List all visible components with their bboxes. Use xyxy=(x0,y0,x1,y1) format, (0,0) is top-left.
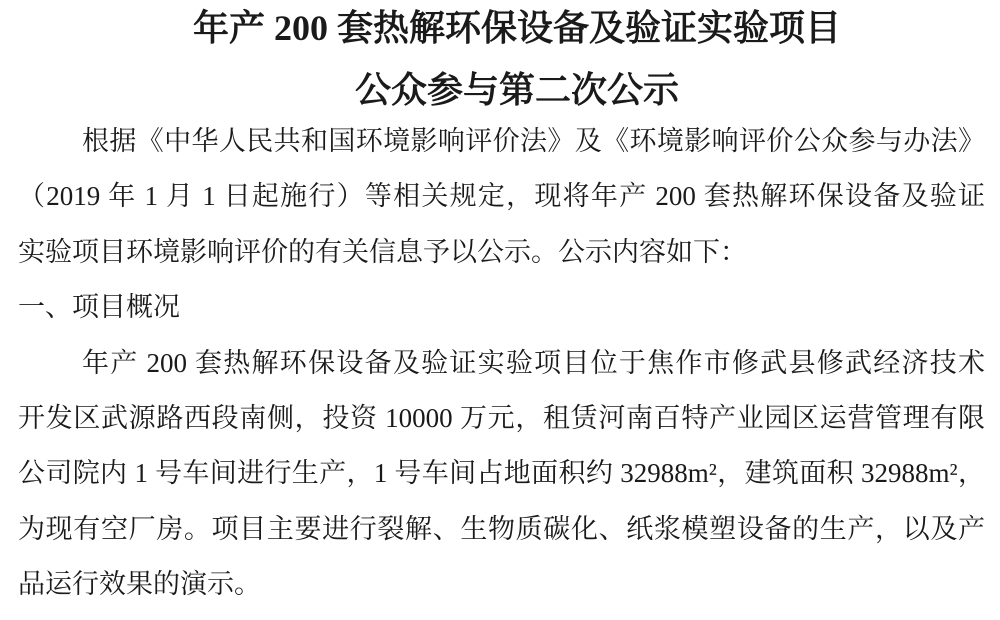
document-title xyxy=(34,0,1000,121)
intro-paragraph-line-1: 根据《中华人民共和国环境影响评价法》及《环境影响评价公众参与办法》 xyxy=(82,126,985,156)
section1-paragraph-line-2: 开发区武源路西段南侧，投资 10000 万元，租赁河南百特产业园区运营管理有限 xyxy=(18,402,985,433)
document-body xyxy=(18,114,985,613)
section1-paragraph-line-5: 品运行效果的演示。 xyxy=(18,569,261,600)
title-line-2: 公众参与第二次公示 xyxy=(354,70,679,110)
section1-paragraph-line-4: 为现有空厂房。项目主要进行裂解、生物质碳化、纸浆模塑设备的生产，以及产 xyxy=(18,513,985,544)
section1-paragraph-line-1: 年产 200 套热解环保设备及验证实验项目位于焦作市修武县修武经济技术 xyxy=(82,347,985,378)
section1-paragraph-line-3: 公司院内 1 号车间进行生产，1 号车间占地面积约 32988m²，建筑面积 32988m²， xyxy=(18,458,985,489)
title-line-1: 年产 200 套热解环保设备及验证实验项目 xyxy=(192,8,841,48)
intro-paragraph-line-2: （2019 年 1 月 1 日起施行）等相关规定，现将年产 200 套热解环保设备及验证 xyxy=(18,181,985,212)
section-heading: 一、项目概况 xyxy=(18,292,180,323)
intro-paragraph-line-3: 实验项目环境影响评价的有关信息予以公示。公示内容如下： xyxy=(18,236,747,267)
